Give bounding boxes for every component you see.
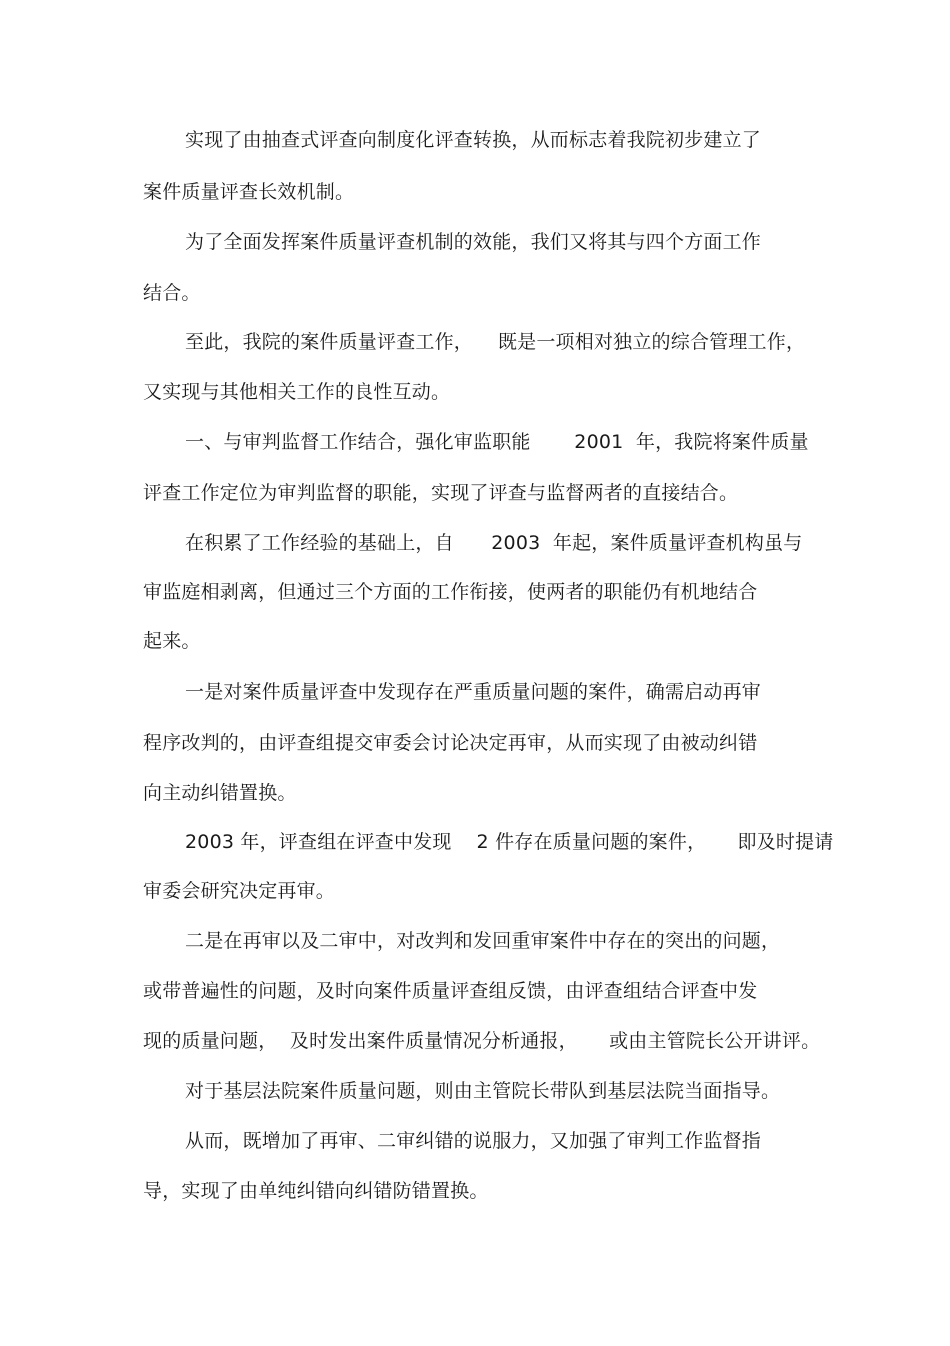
text-line: 对于基层法院案件质量问题，则由主管院长带队到基层法院当面指导。 bbox=[185, 1080, 781, 1102]
text-line: 一是对案件质量评查中发现存在严重质量问题的案件，确需启动再审 bbox=[185, 681, 762, 703]
text-line: 一、与审判监督工作结合，强化审监职能 2001 年，我院将案件质量 bbox=[185, 431, 809, 453]
text-line: 或带普遍性的问题，及时向案件质量评查组反馈，由评查组结合评查中发 bbox=[143, 980, 758, 1002]
text-line: 评查工作定位为审判监督的职能，实现了评查与监督两者的直接结合。 bbox=[143, 482, 739, 504]
text-line: 为了全面发挥案件质量评查机制的效能，我们又将其与四个方面工作 bbox=[185, 231, 762, 253]
text-line: 二是在再审以及二审中，对改判和发回重审案件中存在的突出的问题， bbox=[185, 930, 781, 952]
text-line: 审委会研究决定再审。 bbox=[143, 880, 336, 902]
text-line: 程序改判的，由评查组提交审委会讨论决定再审，从而实现了由被动纠错 bbox=[143, 732, 758, 754]
text-line: 导，实现了由单纯纠错向纠错防错置换。 bbox=[143, 1180, 489, 1202]
text-line: 现的质量问题， 及时发出案件质量情况分析通报， 或由主管院长公开讲评。 bbox=[143, 1030, 821, 1052]
text-line: 2003 年，评查组在评查中发现 2 件存在质量问题的案件， 即及时提请 bbox=[185, 831, 834, 853]
text-line: 又实现与其他相关工作的良性互动。 bbox=[143, 381, 451, 403]
text-line: 实现了由抽查式评查向制度化评查转换，从而标志着我院初步建立了 bbox=[185, 129, 762, 151]
text-line: 起来。 bbox=[143, 630, 201, 652]
text-line: 向主动纠错置换。 bbox=[143, 782, 297, 804]
text-line: 从而，既增加了再审、二审纠错的说服力，又加强了审判工作监督指 bbox=[185, 1130, 762, 1152]
text-line: 在积累了工作经验的基础上，自 2003 年起，案件质量评查机构虽与 bbox=[185, 532, 803, 554]
text-line: 案件质量评查长效机制。 bbox=[143, 181, 355, 203]
text-line: 至此，我院的案件质量评查工作， 既是一项相对独立的综合管理工作， bbox=[185, 331, 806, 353]
text-line: 结合。 bbox=[143, 282, 201, 304]
text-line: 审监庭相剥离，但通过三个方面的工作衔接，使两者的职能仍有机地结合 bbox=[143, 581, 758, 603]
